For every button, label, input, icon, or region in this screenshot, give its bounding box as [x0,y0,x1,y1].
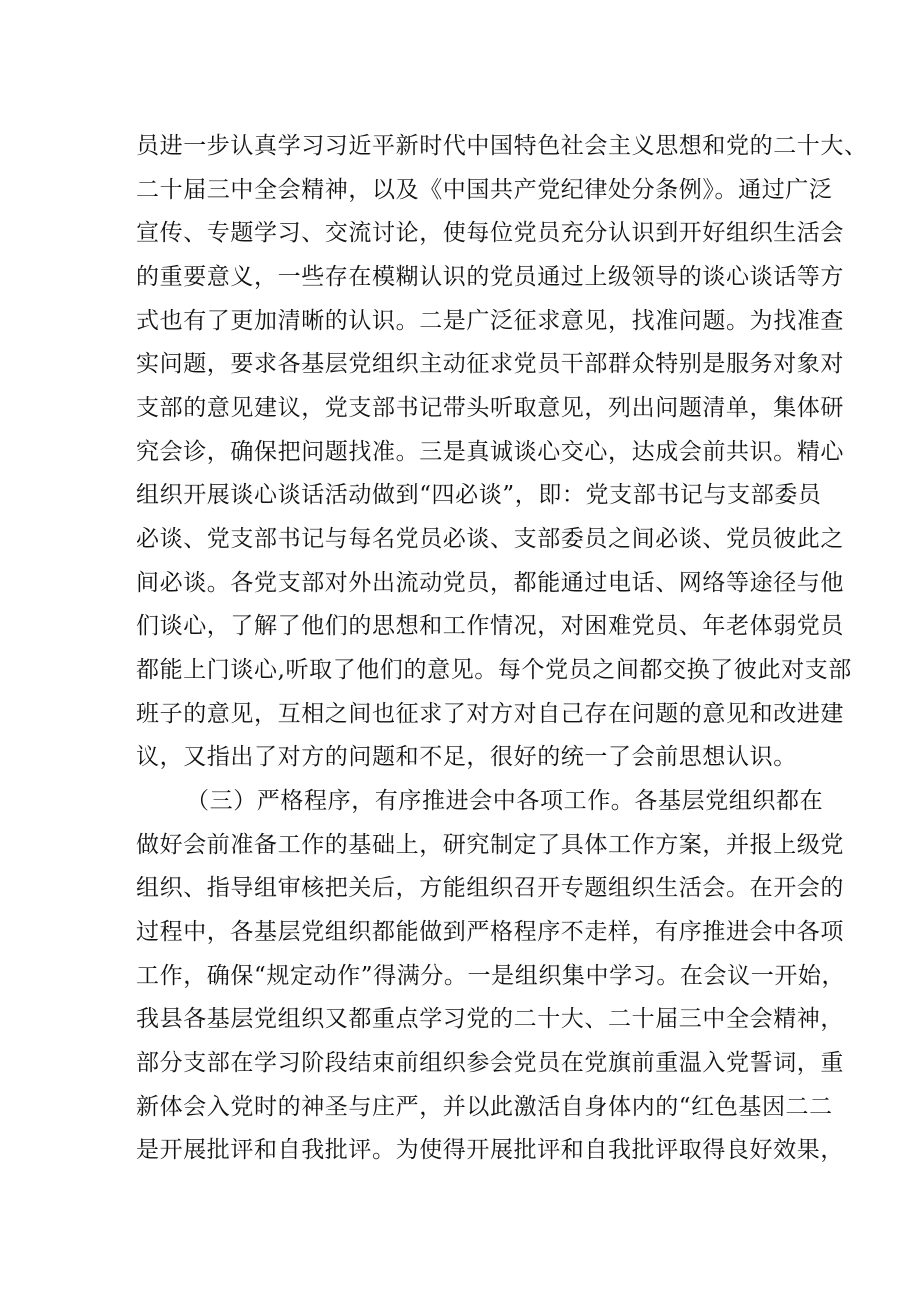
text-line: 间必谈。各党支部对外出流动党员，都能通过电话、网络等途径与他 [136,570,844,596]
text-line: 宣传、专题学习、交流讨论，使每位党员充分认识到开好组织生活会 [136,220,844,246]
text-line: 部分支部在学习阶段结束前组织参会党员在党旗前重温入党誓词，重 [136,1050,844,1076]
text-line: 二十届三中全会精神，以及《中国共产党纪律处分条例》。通过广泛 [136,177,833,203]
text-line: 们谈心，了解了他们的思想和工作情况，对困难党员、年老体弱党员 [136,613,844,639]
text-line: 都能上门谈心,听取了他们的意见。每个党员之间都交换了彼此对支部 [136,657,852,683]
text-line: 必谈、党支部书记与每名党员必谈、支部委员之间必谈、党员彼此之 [136,526,844,552]
text-line: 组织、指导组审核把关后，方能组织召开专题组织生活会。在开会的 [136,875,844,901]
paragraph-start-line: （三）严格程序，有序推进会中各项工作。各基层党组织都在 [186,788,824,814]
text-line: 实问题，要求各基层党组织主动征求党员干部群众特别是服务对象对 [136,351,844,377]
text-line: 组织开展谈心谈话活动做到“四必谈”，即：党支部书记与支部委员 [136,482,822,508]
text-line: 做好会前准备工作的基础上，研究制定了具体工作方案，并报上级党 [136,832,844,858]
text-line: 支部的意见建议，党支部书记带头听取意见，列出问题清单，集体研 [136,395,844,421]
text-line: 究会诊，确保把问题找准。三是真诚谈心交心，达成会前共识。精心 [136,439,844,465]
text-line: 班子的意见，互相之间也征求了对方对自己存在问题的意见和改进建 [136,701,844,727]
text-line: 过程中，各基层党组织都能做到严格程序不走样，有序推进会中各项 [136,919,844,945]
text-line: 是开展批评和自我批评。为使得开展批评和自我批评取得良好效果， [136,1137,844,1163]
text-line: 的重要意义，一些存在模糊认识的党员通过上级领导的谈心谈话等方 [136,264,844,290]
text-line: 式也有了更加清晰的认识。二是广泛征求意见，找准问题。为找准查 [136,308,844,334]
text-line: 员进一步认真学习习近平新时代中国特色社会主义思想和党的二十大、 [136,133,868,159]
text-line: 我县各基层党组织又都重点学习党的二十大、二十届三中全会精神， [136,1006,844,1032]
text-line: 新体会入党时的神圣与庄严，并以此激活自身体内的“红色基因二二 [136,1094,833,1120]
text-line: 议，又指出了对方的问题和不足，很好的统一了会前思想认识。 [136,744,797,770]
text-line: 工作，确保“规定动作”得满分。一是组织集中学习。在会议一开始， [136,963,846,989]
